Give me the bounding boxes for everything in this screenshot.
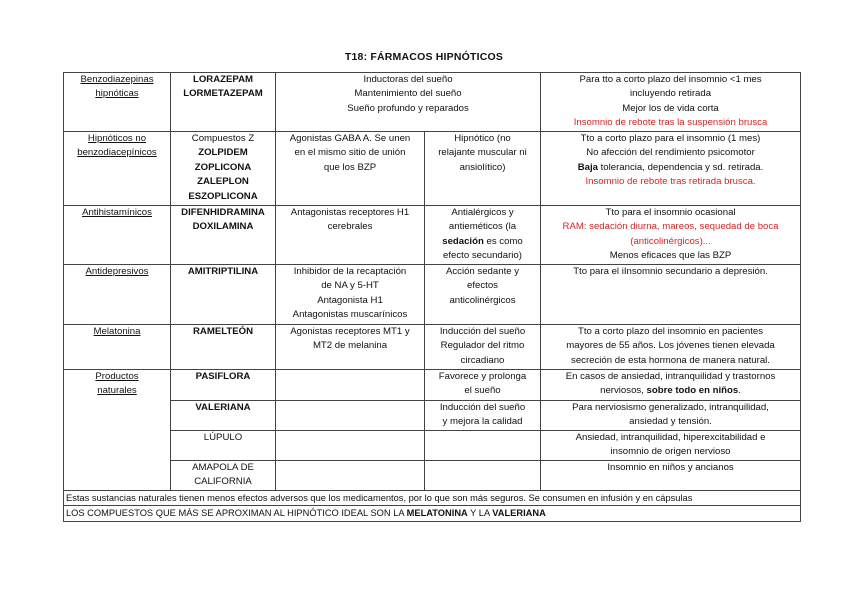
mechanism-cell — [276, 431, 425, 461]
effects-cell: Favorece y prolonga el sueño — [425, 370, 541, 401]
effects-cell: Hipnótico (no relajante muscular ni ansiolítico) — [425, 132, 541, 206]
effects-cell — [425, 431, 541, 461]
mechanism-cell: Inhibidor de la recaptación de NA y 5-HT Antagonista H1 Antagonistas muscarínicos — [276, 265, 425, 325]
drug-cell: LORAZEPAM LORMETAZEPAM — [171, 73, 276, 132]
drug-cell: VALERIANA — [171, 401, 276, 431]
hypnotics-table — [63, 72, 801, 522]
mechanism-effects-cell: Inductoras del sueño Mantenimiento del sueño Sueño profundo y reparados — [276, 73, 541, 132]
drug-cell: AMAPOLA DE CALIFORNIA — [171, 461, 276, 491]
mechanism-cell: Agonistas GABA A. Se unen en el mismo sitio de unión que los BZP — [276, 132, 425, 206]
effects-cell — [425, 461, 541, 491]
warning-text: (anticolinérgicos)... — [630, 235, 711, 247]
category-cell: Melatonina — [64, 325, 171, 370]
category-cell: Productos naturales — [64, 370, 171, 491]
table-row — [64, 132, 801, 206]
mechanism-cell — [276, 461, 425, 491]
uses-cell: Insomnio en niños y ancianos — [541, 461, 801, 491]
mechanism-cell — [276, 370, 425, 401]
uses-cell: Tto a corto plazo para el insomnio (1 mes) No afección del rendimiento psicomotor Baja tolerancia, dependencia y sd. retirada. Insomnio de rebote tras retirada brusca. — [541, 132, 801, 206]
drug-cell: DIFENHIDRAMINA DOXILAMINA — [171, 206, 276, 265]
uses-cell: Ansiedad, intranquilidad, hiperexcitabilidad e insomnio de origen nervioso — [541, 431, 801, 461]
drug-cell: LÚPULO — [171, 431, 276, 461]
effects-cell: Inducción del sueño y mejora la calidad — [425, 401, 541, 431]
table-row — [64, 265, 801, 325]
category-cell: Antidepresivos — [64, 265, 171, 325]
uses-cell: En casos de ansiedad, intranquilidad y trastornos nerviosos, sobre todo en niños. — [541, 370, 801, 401]
drug-cell: PASIFLORA — [171, 370, 276, 401]
table-row — [64, 401, 801, 431]
table-row — [64, 73, 801, 132]
table-row — [64, 370, 801, 401]
uses-cell: Tto a corto plazo del insomnio en pacientes mayores de 55 años. Los jóvenes tienen elevada secreción de esta hormona de manera natural. — [541, 325, 801, 370]
effects-cell: Antialérgicos y antieméticos (la sedación es como efecto secundario) — [425, 206, 541, 265]
drug-cell: RAMELTEÓN — [171, 325, 276, 370]
drug-cell: AMITRIPTILINA — [171, 265, 276, 325]
uses-cell: Tto para el iInsomnio secundario a depresión. — [541, 265, 801, 325]
category-cell: Antihistamínicos — [64, 206, 171, 265]
drug-cell: Compuestos Z ZOLPIDEM ZOPLICONA ZALEPLON ESZOPLICONA — [171, 132, 276, 206]
mechanism-cell: Antagonistas receptores H1 cerebrales — [276, 206, 425, 265]
category-cell: Hipnóticos no benzodiacepínicos — [64, 132, 171, 206]
note-text: Estas sustancias naturales tienen menos efectos adversos que los medicamentos, por lo que son más seguros. Se consumen en infusión y en cápsulas — [64, 491, 801, 506]
mechanism-cell: Agonistas receptores MT1 y MT2 de melanina — [276, 325, 425, 370]
table-row — [64, 325, 801, 370]
category-cell: Benzodiazepinas hipnóticas — [64, 73, 171, 132]
mechanism-cell — [276, 401, 425, 431]
uses-cell: Para nerviosismo generalizado, intranquilidad, ansiedad y tensión. — [541, 401, 801, 431]
warning-text: Insomnio de rebote tras retirada brusca. — [585, 176, 756, 188]
conclusion-text: LOS COMPUESTOS QUE MÁS SE APROXIMAN AL HIPNÓTICO IDEAL SON LA MELATONINA Y LA VALERIANA — [64, 506, 801, 522]
conclusion-row — [64, 506, 801, 522]
table-row — [64, 461, 801, 491]
effects-cell: Acción sedante y efectos anticolinérgicos — [425, 265, 541, 325]
warning-text: RAM: sedación diurna, mareos, sequedad de boca — [562, 221, 779, 233]
uses-cell: Para tto a corto plazo del insomnio <1 mes incluyendo retirada Mejor los de vida corta Insomnio de rebote tras la suspensión brusca — [541, 73, 801, 132]
table-row — [64, 206, 801, 265]
page-title: T18: FÁRMACOS HIPNÓTICOS — [344, 51, 504, 63]
uses-cell: Tto para el insomnio ocasional RAM: sedación diurna, mareos, sequedad de boca (anticolinérgicos)... Menos eficaces que las BZP — [541, 206, 801, 265]
warning-text: Insomnio de rebote tras la suspensión brusca — [573, 117, 768, 129]
effects-cell: Inducción del sueño Regulador del ritmo circadiano — [425, 325, 541, 370]
table-row — [64, 431, 801, 461]
note-row — [64, 491, 801, 506]
